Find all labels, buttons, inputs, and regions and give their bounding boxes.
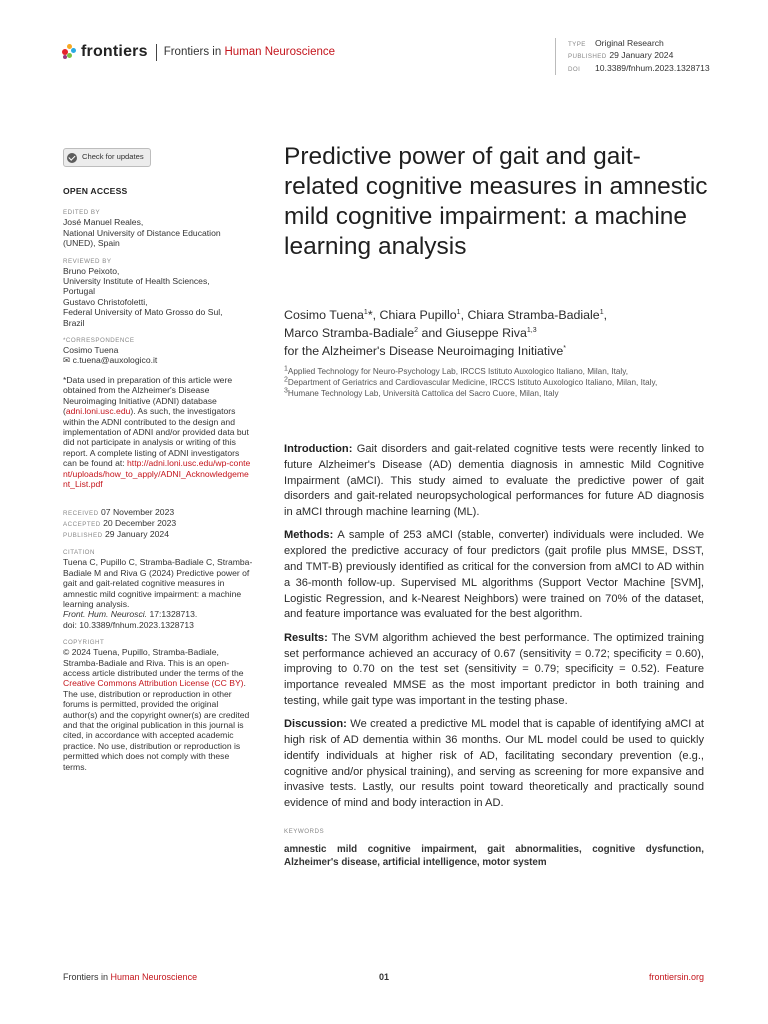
adni-link[interactable]: adni.loni.usc.edu (65, 406, 131, 417)
brand-name: frontiers (81, 43, 148, 60)
affiliation-item: $^2$Department of Geriatrics and Cardiovascular Medicine, IRCCS Istituto Auxologico Italiano, Milan, Italy, (284, 376, 658, 388)
reviewed-by: REVIEWED BY Bruno Peixoto, University Institute of Health Sciences, Portugal Gustavo Christofoletti, Federal University of Mato Grosso do Sul, Brazil (63, 257, 223, 328)
adni-acknowledgement-link[interactable]: http://adni.loni.usc.edu/wp-content/uploads/how_to_apply/ADNI_Acknowledgement_List.pdf (63, 458, 251, 489)
copyright: COPYRIGHT © 2024 Tuena, Pupillo, Stramba-Badiale, Stramba-Badiale and Riva. This is an open-access article distributed under the terms of the Creative Commons Attribution License (CC BY). The use, distribution or reproduction in other forums is permitted, provided the original author(s) and the copyright owner(s) are credited and that the original publication in this journal is cited, in accordance with accepted academic practice. No use, distribution or reproduction is permitted which does not comply with these terms. (63, 639, 250, 772)
keywords-label: KEYWORDS (284, 828, 325, 835)
article-type: Original Research (595, 38, 664, 48)
license-link[interactable]: Creative Commons Attribution License (CC BY) (63, 678, 244, 689)
citation: CITATION Tuena C, Pupillo C, Stramba-Badiale C, Stramba-Badiale M and Riva G (2024) Predictive power of gait and gait-related cognitive measures in amnestic mild cognitive impairment: a machine learning analysis. Front. Hum. Neurosci. 17:1328713. doi: 10.3389/fnhum.2023.1328713 (63, 549, 253, 630)
article-title: Predictive power of gait and gait-related cognitive measures in amnestic mild cognitive impairment: a machine learning analysis (284, 143, 708, 260)
affiliation-item: $^1$Applied Technology for Neuro-Psychology Lab, IRCCS Istituto Auxologico Italiano, Milan, Italy, (284, 365, 629, 376)
adni-note: *Data used in preparation of this article were obtained from the Alzheimer's Disease Neuroimaging Initiative (ADNI) database (adni.loni.usc.edu). As such, the investigators within the ADNI contributed to the design and implementation of ADNI and/or provided data but did not participate in analysis or writing of this report. A complete listing of ADNI investigators can be found at: http://adni.loni.usc.edu/wp-content/uploads/how_to_apply/ADNI_Acknowledgement_List.pdf (63, 374, 251, 489)
footer-journal[interactable]: Frontiers in Human Neuroscience (63, 972, 198, 982)
abstract-discussion: Discussion: We created a predictive ML model that is capable of identifying aMCI at high risk of AD dementia within 36 months. Our ML model could be used to quickly identify individuals at higher risk of AD, facilitating secondary prevention (e.g., cognitive and/or physical training), and serving as screening for more expansive and invasive tests. Lastly, our results point toward theoretically and practically sound evidence of mind and body interaction in AD. (284, 718, 704, 810)
footer-site-link[interactable]: frontiersin.org (648, 972, 704, 982)
abstract-results: Results: The SVM algorithm achieved the best performance. The optimized training set performance achieved an accuracy of 0.67 (sensitivity = 0.72; specificity = 0.60), improving to 0.70 on the test set (sensitivity = 0.79; specificity = 0.52). Feature importance revealed MMSE as the most important predictor in both training and testing, while gait type was important in the testing phase. (284, 631, 704, 707)
abstract-methods: Methods: A sample of 253 aMCI (stable, converter) individuals were included. We explored the predictive accuracy of four predictors (gait profile plus MMSE, DSST, and TMT-B) previously identified as critical for the conversion from aMCI to AD within a 36-month follow-up. Supervised ML algorithms (Support Vector Machine [SVM], Logistic Regression, and k-Nearest Neighbors) were trained on 70% of the dataset, and feature importance was evaluated for the best algorithm. (284, 529, 704, 621)
open-access-label: OPEN ACCESS (63, 186, 128, 196)
correspondence: *CORRESPONDENCE Cosimo Tuena ✉ c.tuena@auxologico.it (63, 337, 253, 366)
publish-date: 29 January 2024 (609, 50, 674, 61)
article-doi[interactable]: 10.3389/fnhum.2023.1328713 (595, 62, 710, 73)
affiliation-item: $^3$Humane Technology Lab, Università Cattolica del Sacro Cuore, Milan, Italy (284, 387, 559, 399)
check-for-updates-button[interactable]: Check for updates (63, 148, 151, 167)
page-number: 01 (379, 972, 390, 982)
abstract-introduction: Introduction: Gait disorders and gait-related cognitive tests were recently linked to future Alzheimer's Disease (AD) dementia diagnosis in amnestic Mild Cognitive Impairment (aMCI). This study aimed to evaluate the predictive power of gait disorders and gait-related neuropsychological performances for future AD diagnosis in aMCI through machine learning (ML). (284, 443, 704, 519)
abstract (284, 442, 704, 820)
author-list: Cosimo Tuena$^1$*, Chiara Pupillo$^1$, Chiara Stramba-Badiale$^1$, Marco Stramba-Badiale$^2$ and Giuseppe Riva$^{1,3}$ for the Alzheimer's Disease Neuroimaging Initiative* (284, 308, 608, 358)
envelope-icon: ✉ (63, 355, 71, 366)
header-divider (156, 44, 157, 61)
checkmark-icon (67, 153, 77, 163)
article-meta: TYPE Original Research PUBLISHED 29 January 2024 DOI 10.3389/fnhum.2023.1328713 (555, 38, 710, 75)
frontiers-logo-icon (62, 44, 77, 60)
keywords: amnestic mild cognitive impairment, gait abnormalities, cognitive dysfunction, Alzheimer's disease, artificial intelligence, motor system (284, 844, 704, 868)
dates: RECEIVED 07 November 2023 ACCEPTED 20 December 2023 PUBLISHED 29 January 2024 (63, 507, 177, 540)
correspondence-name: Cosimo Tuena (63, 345, 119, 356)
affiliations (284, 366, 724, 400)
journal-title[interactable]: Frontiers in Human Neuroscience (163, 46, 336, 58)
correspondence-email[interactable]: ✉ c.tuena@auxologico.it (63, 355, 158, 366)
journal-header (62, 42, 335, 62)
article-sidebar (63, 148, 253, 772)
edited-by: EDITED BY José Manuel Reales, National University of Distance Education (UNED), Spain (63, 209, 221, 249)
